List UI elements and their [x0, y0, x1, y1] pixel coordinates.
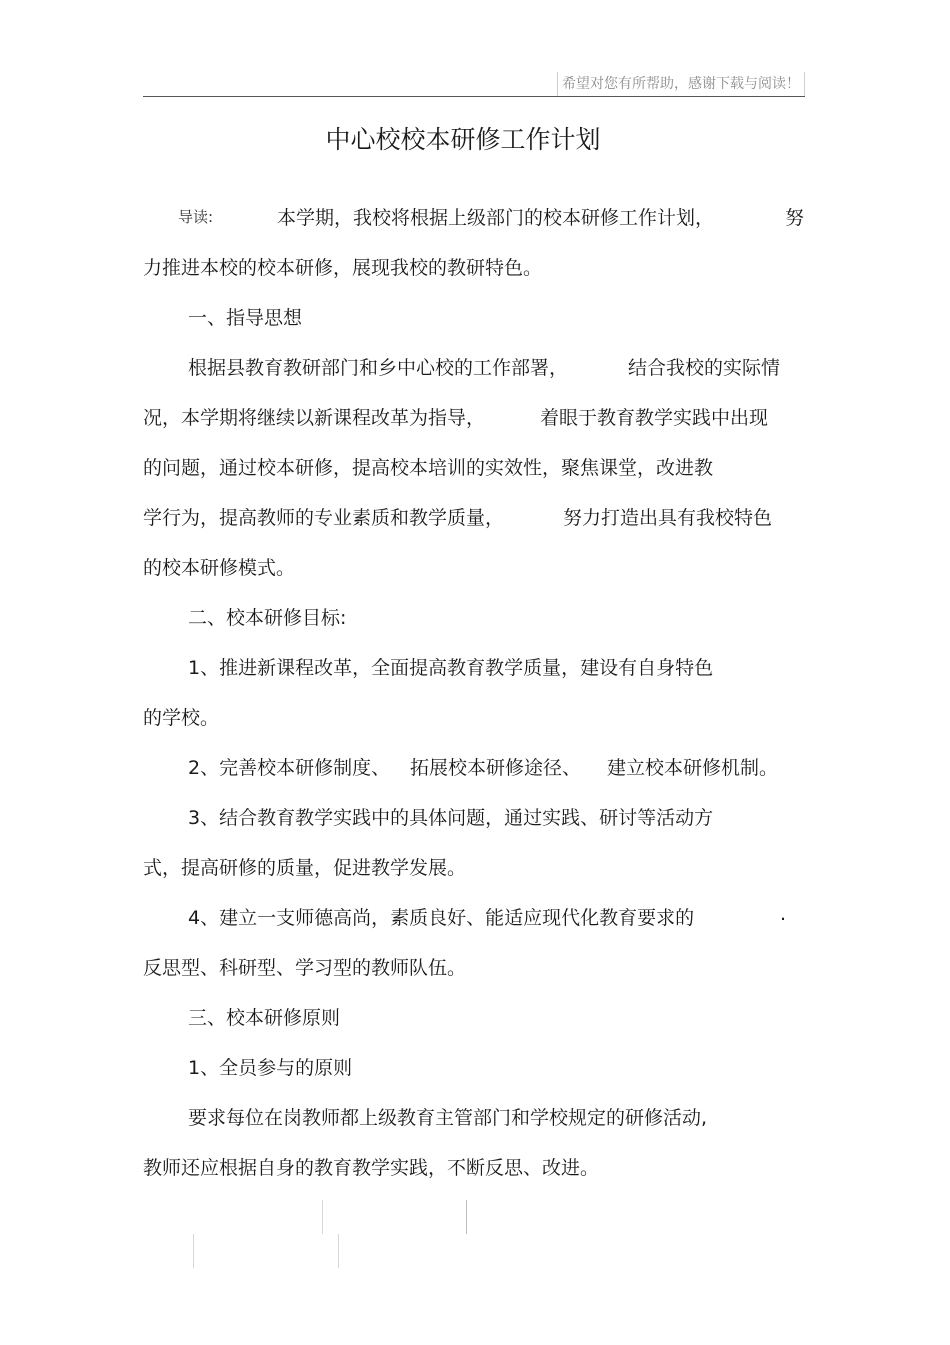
paragraph-line: 努力打造出具有我校特色: [563, 507, 773, 529]
goal-item: 反思型、科研型、学习型的教师队伍。: [143, 957, 467, 979]
goal-item: 建立校本研修机制。: [607, 757, 779, 779]
goal-item: 2、完善校本研修制度、: [188, 757, 391, 779]
intro-line-2: 力推进本校的校本研修，展现我校的教研特色。: [143, 257, 543, 279]
intro-line-1: 本学期，我校将根据上级部门的校本研修工作计划，: [277, 207, 715, 229]
goal-item: .: [780, 903, 787, 925]
intro-label: 导读:: [178, 208, 214, 226]
header-rule: [143, 96, 805, 97]
section-heading: 二、校本研修目标:: [188, 607, 347, 629]
goal-item: 式，提高研修的质量，促进教学发展。: [143, 857, 467, 879]
goal-item: 3、结合教育教学实践中的具体问题，通过实践、研讨等活动方: [188, 807, 714, 829]
section-heading: 一、指导思想: [188, 307, 303, 329]
paragraph-line: 的问题，通过校本研修，提高校本培训的实效性，聚焦课堂，改进教: [143, 457, 714, 479]
header-note: 希望对您有所帮助，感谢下载与阅读！: [557, 72, 805, 96]
section-heading: 三、校本研修原则: [188, 1007, 341, 1029]
paragraph-line: 教师还应根据自身的教育教学实践，不断反思、改进。: [143, 1157, 600, 1179]
goal-item: 的学校。: [143, 707, 220, 729]
paragraph-line: 况，本学期将继续以新课程改革为指导，: [143, 407, 486, 429]
paragraph-line: 结合我校的实际情: [628, 357, 781, 379]
scan-divider: [466, 1200, 467, 1234]
paragraph-line: 着眼于教育教学实践中出现: [540, 407, 769, 429]
scan-divider: [338, 1234, 339, 1268]
goal-item: 4、建立一支师德高尚，素质良好、能适应现代化教育要求的: [188, 907, 695, 929]
goal-item: 1、推进新课程改革，全面提高教育教学质量，建设有自身特色: [188, 657, 714, 679]
page-title: 中心校校本研修工作计划: [325, 125, 601, 154]
paragraph-line: 根据县教育教研部门和乡中心校的工作部署，: [188, 357, 569, 379]
goal-item: 拓展校本研修途径、: [410, 757, 582, 779]
scan-divider: [322, 1200, 323, 1234]
scan-divider: [193, 1234, 194, 1268]
paragraph-line: 的校本研修模式。: [143, 557, 296, 579]
intro-line-1-tail: 努: [785, 207, 805, 229]
paragraph-line: 要求每位在岗教师都上级教育主管部门和学校规定的研修活动,: [188, 1107, 708, 1129]
paragraph-line: 学行为，提高教师的专业素质和教学质量，: [143, 507, 505, 529]
subheading: 1、全员参与的原则: [188, 1057, 353, 1079]
